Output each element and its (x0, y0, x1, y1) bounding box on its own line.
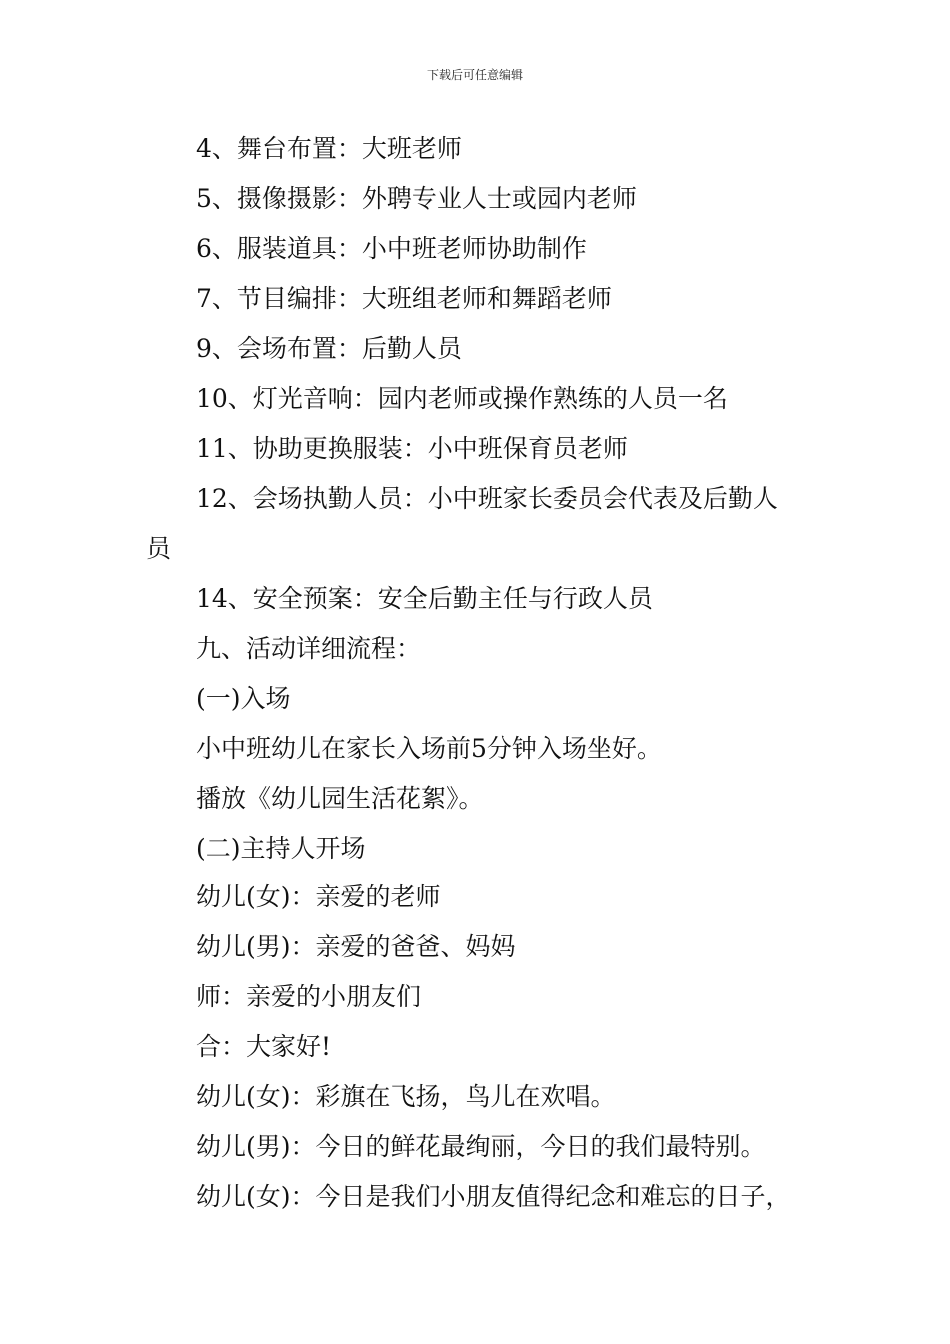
section-heading: 九、活动详细流程： (196, 634, 422, 663)
text-line: 9、会场布置：后勤人员 (196, 334, 462, 363)
text-line: 小中班幼儿在家长入场前5分钟入场坐好。 (196, 734, 662, 763)
sub-heading: (一)入场 (196, 684, 291, 713)
text-line: 10、灯光音响：园内老师或操作熟练的人员一名 (196, 384, 728, 413)
dialogue-line: 幼儿(女)：彩旗在飞扬，鸟儿在欢唱。 (196, 1082, 616, 1111)
dialogue-line: 幼儿(男)：今日的鲜花最绚丽，今日的我们最特别。 (196, 1132, 766, 1161)
sub-heading: (二)主持人开场 (196, 834, 366, 863)
dialogue-line: 幼儿(女)：今日是我们小朋友值得纪念和难忘的日子， (196, 1182, 791, 1211)
text-line: 4、舞台布置：大班老师 (196, 134, 462, 163)
dialogue-line: 幼儿(女)：亲爱的老师 (196, 882, 441, 911)
text-line: 11、协助更换服装：小中班保育员老师 (196, 434, 628, 463)
dialogue-line: 师：亲爱的小朋友们 (196, 982, 422, 1011)
dialogue-line: 幼儿(男)：亲爱的爸爸、妈妈 (196, 932, 516, 961)
text-line: 6、服装道具：小中班老师协助制作 (196, 234, 587, 263)
text-line-wrap: 员 (146, 534, 172, 563)
text-line: 12、会场执勤人员：小中班家长委员会代表及后勤人 (196, 484, 778, 513)
page-header: 下载后可任意编辑 (426, 68, 523, 82)
text-line: 5、摄像摄影：外聘专业人士或园内老师 (196, 184, 637, 213)
text-line: 14、安全预案：安全后勤主任与行政人员 (196, 584, 653, 613)
text-line: 7、节目编排：大班组老师和舞蹈老师 (196, 284, 612, 313)
text-line: 播放《幼儿园生活花絮》。 (196, 784, 484, 813)
dialogue-line: 合：大家好! (196, 1032, 332, 1061)
